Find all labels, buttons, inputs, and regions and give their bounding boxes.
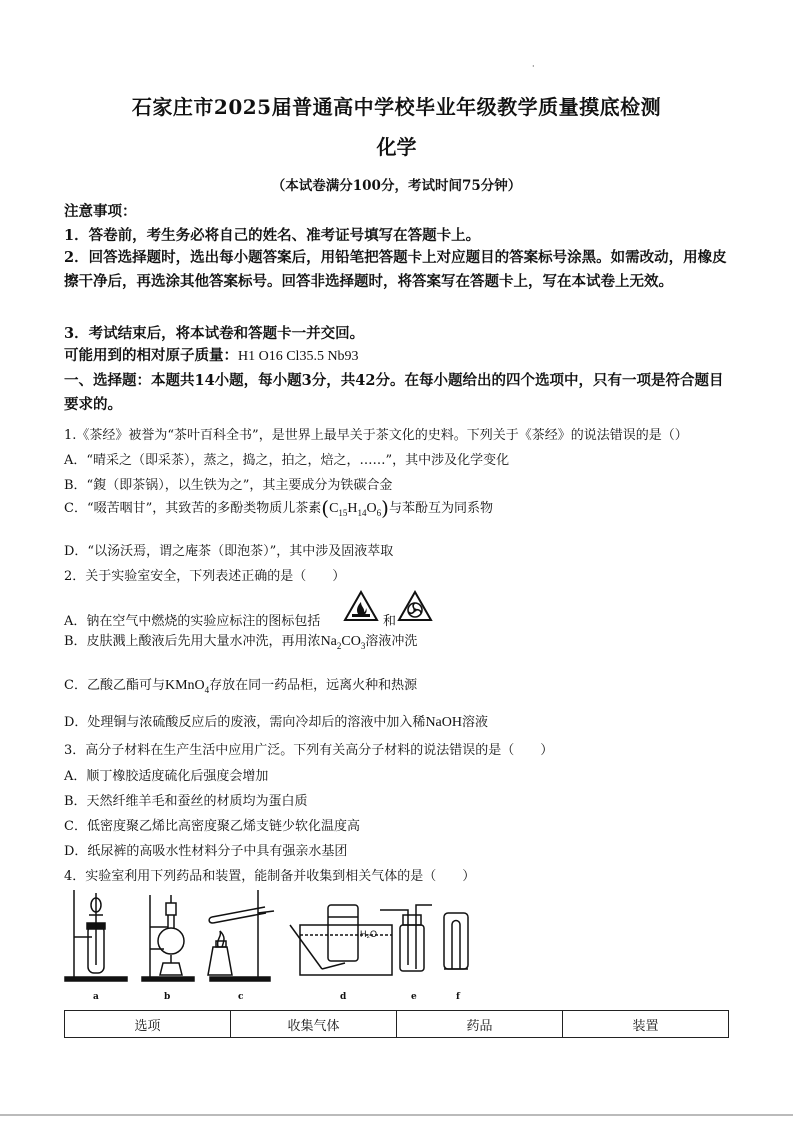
apparatus-c xyxy=(208,890,274,981)
q1-option-d: D．“以汤沃焉，谓之庵茶（即泡茶）”，其中涉及固液萃取 xyxy=(64,544,394,559)
q1-option-b: B．“鍑（即茶锅），以生铁为之”，其主要成分为铁碳合金 xyxy=(64,478,393,493)
q3-option-c: C．低密度聚乙烯比高密度聚乙烯支链少软化温度高 xyxy=(64,819,360,834)
q2-option-a-and: 和 xyxy=(383,614,397,629)
notes-heading: 注意事项： xyxy=(64,203,137,220)
q2-option-d-tail: 溶液 xyxy=(461,715,488,730)
q1-option-c-text: C．“啜苦咽甘”，其致苦的多酚类物质儿茶素 xyxy=(64,501,322,516)
catechin-formula: $C_{15}H_{14}O_6$ xyxy=(329,501,382,518)
apparatus-label-f: f xyxy=(456,992,460,1002)
table-header-gas: 收集气体 xyxy=(231,1011,397,1038)
q3-option-d: D．纸尿裤的高吸水性材料分子中具有强亲水基团 xyxy=(64,844,348,859)
q1-option-c-tail: 与苯酚互为同系物 xyxy=(388,501,493,516)
q2-option-c-tail: 存放在同一药品柜，远离火种和热源 xyxy=(209,678,418,693)
sodium-carbonate-formula: $Na_2CO_3$ xyxy=(320,634,366,651)
atomic-mass-values: H1 O16 Cl35.5 Nb93 xyxy=(238,349,359,364)
exam-subject: 化学 xyxy=(376,135,417,159)
table-header-reagents: 药品 xyxy=(397,1011,563,1038)
apparatus-label-e: e xyxy=(411,992,417,1002)
fire-hazard-icon xyxy=(343,590,379,622)
apparatus-label-b: b xyxy=(164,992,171,1002)
naoh-formula: NaOH xyxy=(425,715,462,730)
table-header-option: 选项 xyxy=(65,1011,231,1038)
note-2: 2．回答选择题时，选出每小题答案后，用铅笔把答题卡上对应题目的答案标号涂黑。如需改动，用橡皮擦干净后，再选涂其他答案标号。回答非选择题时，将答案写在答题卡上，写在本试卷上无效。 xyxy=(64,249,727,290)
q2-option-b xyxy=(64,630,417,651)
table-header-apparatus: 装置 xyxy=(563,1011,729,1038)
apparatus-label-d: d xyxy=(340,992,347,1002)
q2-option-a-text: A．钠在空气中燃烧的实验应标注的图标包括 xyxy=(64,614,321,629)
apparatus-d xyxy=(290,905,392,975)
apparatus-f xyxy=(444,913,468,969)
q1-option-c: C．“啜苦咽甘”，其致苦的多酚类物质儿茶素$(C_{15}H_{14}O_6)$与苯酚互为同系物 xyxy=(64,496,493,520)
apparatus-a xyxy=(65,890,127,981)
note-1: 1．答卷前，考生务必将自己的姓名、准考证号填写在答题卡上。 xyxy=(64,227,481,244)
q1-stem: 1.《茶经》被誉为“茶叶百科全书”，是世界上最早关于茶文化的史料。下列关于《茶经》的说法错误的是（） xyxy=(64,428,688,443)
table-header-row xyxy=(65,1011,729,1038)
apparatus-label-a: a xyxy=(93,992,99,1002)
q3-option-a: A．顺丁橡胶适度硫化后强度会增加 xyxy=(64,769,269,784)
q2-option-b-tail: 溶液冲洗 xyxy=(365,634,418,649)
apparatus-label-c: c xyxy=(238,992,244,1002)
apparatus-b xyxy=(142,895,194,981)
apparatus-e xyxy=(380,905,432,971)
atomic-mass-line xyxy=(64,344,359,365)
q4-options-table xyxy=(64,1010,729,1038)
q2-stem: 2．关于实验室安全，下列表述正确的是（ ） xyxy=(64,569,346,584)
q3-stem: 3．高分子材料在生产生活中应用广泛。下列有关高分子材料的说法错误的是（ ） xyxy=(64,743,554,758)
q2-option-b-text: B．皮肤溅上酸液后先用大量水冲洗，再用浓 xyxy=(64,634,321,649)
q2-option-c-text: C．乙酸乙酯可与 xyxy=(64,678,165,693)
q3-option-b: B．天然纤维羊毛和蚕丝的材质均为蛋白质 xyxy=(64,794,308,809)
apparatus-diagram xyxy=(60,885,480,1003)
q4-stem: 4．实验室利用下列药品和装置，能制备并收集到相关气体的是（ ） xyxy=(64,869,476,884)
q2-option-d xyxy=(64,711,488,731)
atomic-mass-label: 可能用到的相对原子质量： xyxy=(64,347,238,364)
q2-option-d-text: D．处理铜与浓硫酸反应后的废液，需向冷却后的溶液中加入稀 xyxy=(64,715,426,730)
q2-option-c xyxy=(64,674,417,695)
exam-title: 石家庄市2025届普通高中学校毕业年级教学质量摸底检测 xyxy=(131,95,662,119)
ventilation-icon xyxy=(397,590,433,622)
q1-option-a: A．“晴采之（即采茶），蒸之，捣之，拍之，焙之，……”，其中涉及化学变化 xyxy=(64,453,510,468)
kmno4-formula: KMnO$_4$ xyxy=(164,678,210,695)
page-bottom-divider xyxy=(0,1114,793,1116)
exam-meta: （本试卷满分100分，考试时间75分钟） xyxy=(271,178,522,194)
q2-option-a xyxy=(64,610,320,629)
section1-heading: 一、选择题：本题共14小题，每小题3分，共42分。在每小题给出的四个选项中，只有一项是符合题目要求的。 xyxy=(64,372,724,413)
note-3: 3．考试结束后，将本试卷和答题卡一并交回。 xyxy=(64,325,365,342)
water-label: H₂O xyxy=(360,929,377,939)
